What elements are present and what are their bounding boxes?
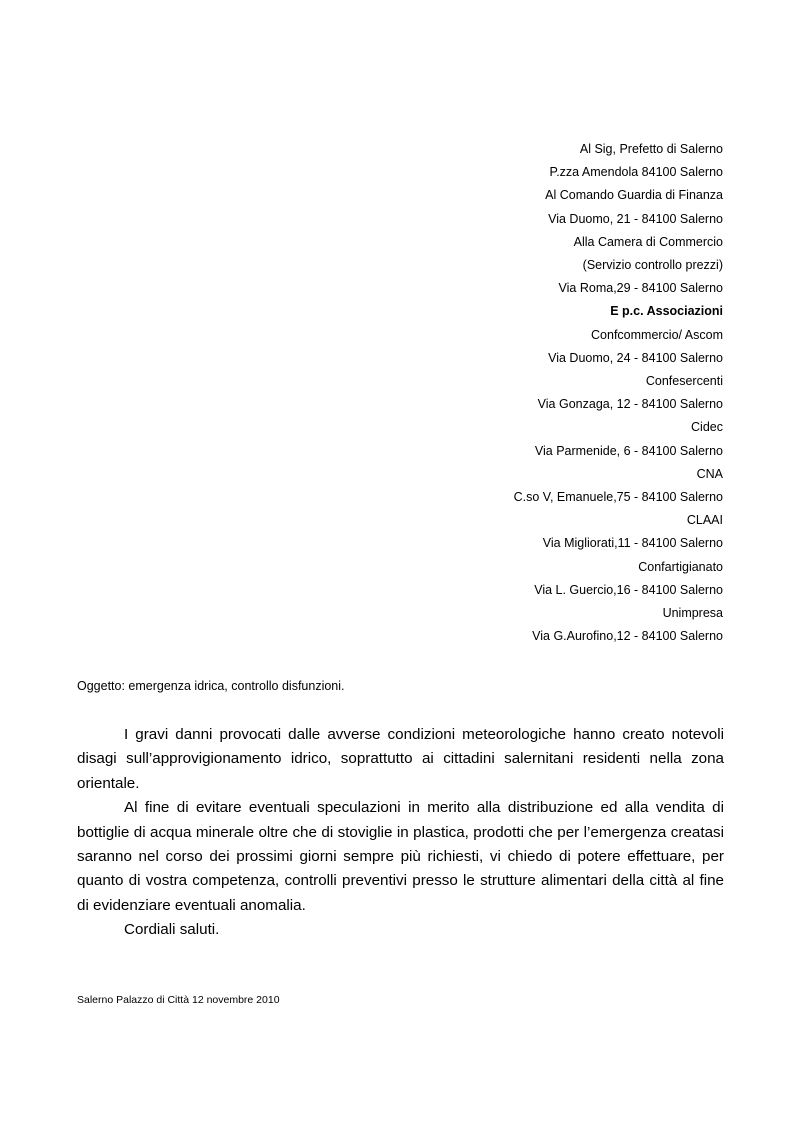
recipient-line: Confcommercio/ Ascom bbox=[591, 327, 723, 342]
recipient-address-block bbox=[363, 138, 723, 648]
body-paragraph: Al fine di evitare eventuali speculazioni in merito alla distribuzione ed alla vendita di bottiglie di acqua minerale oltre che di stoviglie in plastica, prodotti che per l’emergenza creatasi saranno nel corso dei prossimi giorni sempre più richiesti, vi chiedo di potere effettuare, per quanto di vostra competenza, controlli preventivi presso le strutture alimentari della città al fine di evidenziare eventuali anomalia. bbox=[77, 799, 724, 914]
recipient-line: Via Duomo, 21 - 84100 Salerno bbox=[548, 211, 723, 226]
recipient-line: P.zza Amendola 84100 Salerno bbox=[549, 165, 723, 180]
recipient-line: CNA bbox=[696, 466, 723, 481]
recipient-line: Unimpresa bbox=[662, 606, 723, 621]
letter-subject: Oggetto: emergenza idrica, controllo disfunzioni. bbox=[77, 679, 345, 693]
place-and-date: Salerno Palazzo di Città 12 novembre 2010 bbox=[77, 994, 280, 1006]
recipient-line: C.so V, Emanuele,75 - 84100 Salerno bbox=[513, 490, 723, 505]
recipient-line: Alla Camera di Commercio bbox=[573, 234, 723, 249]
recipient-line: Confartigianato bbox=[638, 559, 723, 574]
recipient-line: Al Comando Guardia di Finanza bbox=[545, 188, 723, 203]
recipient-line: Via Parmenide, 6 - 84100 Salerno bbox=[534, 443, 723, 458]
recipient-line: Via L. Guercio,16 - 84100 Salerno bbox=[534, 582, 723, 597]
closing-greeting: Cordiali saluti. bbox=[124, 921, 220, 939]
cc-associations-heading: E p.c. Associazioni bbox=[610, 304, 723, 319]
recipient-line: Cidec bbox=[691, 420, 723, 435]
recipient-line: Via Gonzaga, 12 - 84100 Salerno bbox=[537, 397, 723, 412]
recipient-line: Via Migliorati,11 - 84100 Salerno bbox=[542, 536, 723, 551]
recipient-line: Via Roma,29 - 84100 Salerno bbox=[558, 281, 723, 296]
recipient-line: CLAAI bbox=[686, 513, 723, 528]
recipient-line: (Servizio controllo prezzi) bbox=[582, 258, 723, 273]
recipient-line: Via Duomo, 24 - 84100 Salerno bbox=[548, 350, 723, 365]
letter-body bbox=[77, 723, 724, 943]
recipient-line: Via G.Aurofino,12 - 84100 Salerno bbox=[532, 629, 723, 644]
recipient-line: Confesercenti bbox=[645, 374, 723, 389]
recipient-line: Al Sig, Prefetto di Salerno bbox=[579, 142, 723, 156]
body-paragraph: I gravi danni provocati dalle avverse condizioni meteorologiche hanno creato notevoli disagi sull’approvigionamento idrico, soprattutto ai cittadini salernitani residenti nella zona orientale. bbox=[77, 726, 724, 792]
